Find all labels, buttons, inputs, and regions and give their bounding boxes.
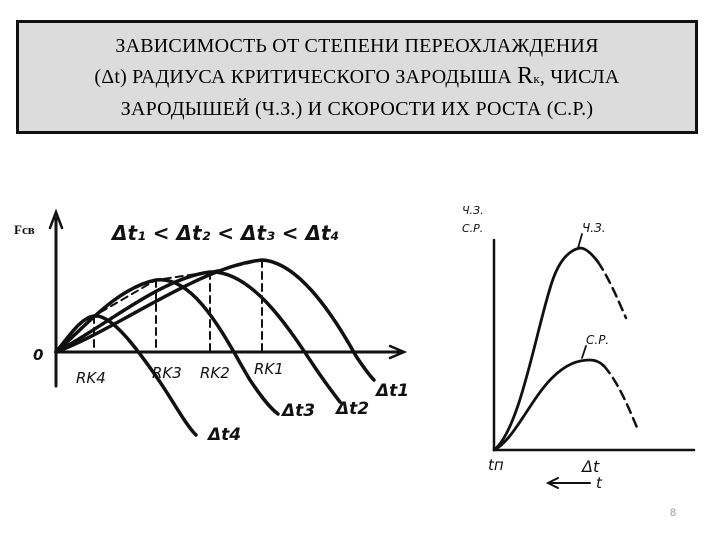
- title-r-symbol: R: [517, 62, 534, 89]
- right-chart: [494, 234, 694, 488]
- cr-curve-label: С.Р.: [586, 333, 610, 347]
- dt3-label: Δt3: [282, 401, 316, 421]
- curve-cr-dashed: [604, 366, 638, 430]
- dt4-label: Δt4: [208, 425, 242, 445]
- right-x-label: Δt: [582, 457, 600, 476]
- left-y-label: Fсв: [14, 222, 35, 237]
- rk1-label: RK1: [254, 360, 284, 378]
- dt2-label: Δt2: [336, 399, 370, 419]
- page-number: 8: [670, 507, 677, 519]
- title-line-2-end: , ЧИСЛА: [539, 65, 620, 88]
- rk4-label: RK4: [76, 369, 106, 387]
- right-origin-label: tп: [488, 456, 504, 474]
- inequality-label: Δt₁ < Δt₂ < Δt₃ < Δt₄: [112, 221, 340, 245]
- title-line-3: ЗАРОДЫШЕЙ (Ч.З.) И СКОРОСТИ ИХ РОСТА (С.Р.): [120, 97, 594, 120]
- right-y-label-1: Ч.З.: [462, 204, 484, 217]
- origin-label: 0: [33, 346, 44, 364]
- rk3-label: RK3: [152, 364, 182, 382]
- curve-cr: [494, 360, 604, 450]
- title-line-1: ЗАВИСИМОСТЬ ОТ СТЕПЕНИ ПЕРЕОХЛАЖДЕНИЯ: [115, 34, 599, 57]
- rk2-label: RK2: [200, 364, 230, 382]
- cz-curve-label: Ч.З.: [582, 221, 606, 235]
- dt1-label: Δt1: [376, 381, 410, 401]
- cr-leader: [582, 346, 586, 358]
- title-line-2-start: (Δt) РАДИУСА КРИТИЧЕСКОГО ЗАРОДЫША: [94, 65, 518, 88]
- curve-cz-dashed: [598, 262, 626, 318]
- title-k-subscript: к: [533, 70, 540, 86]
- cz-leader: [578, 234, 582, 248]
- t-arrow-label: t: [596, 474, 602, 492]
- curve-cz: [494, 248, 598, 450]
- right-y-label-2: С.Р.: [462, 222, 484, 235]
